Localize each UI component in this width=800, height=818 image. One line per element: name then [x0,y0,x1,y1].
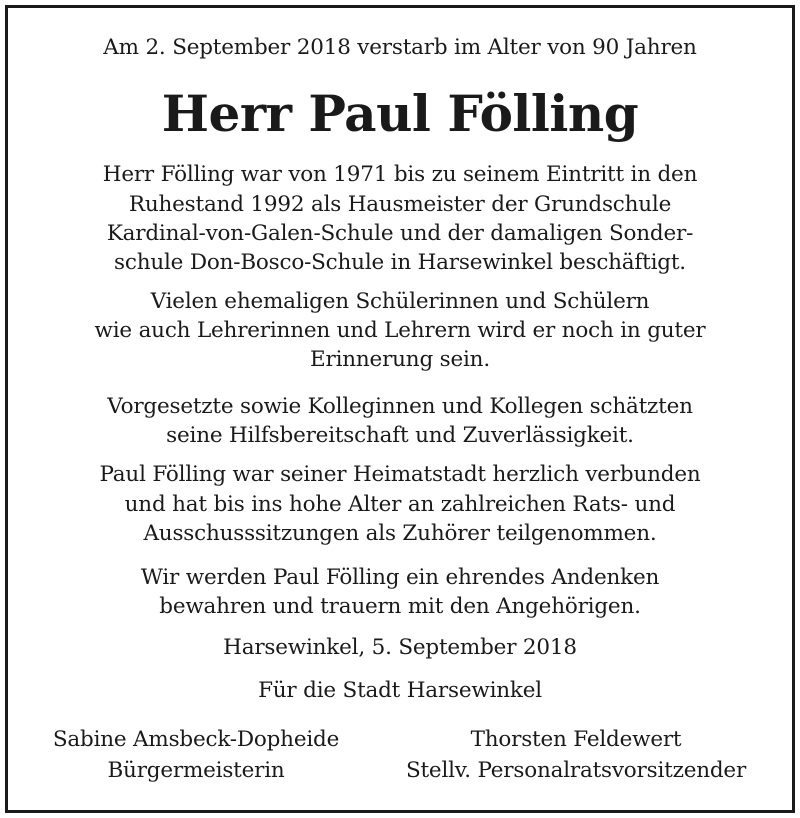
on-behalf-line: Für die Stadt Harsewinkel [258,678,542,703]
text-line: wie auch Lehrerinnen und Lehrern wird er noch in guter [94,318,706,343]
text-line: schule Don-Bosco-Schule in Harsewinkel beschäftigt. [114,250,686,275]
text-line: Kardinal-von-Galen-Schule und der damaligen Sonder- [106,221,694,246]
place-date: Harsewinkel, 5. September 2018 [223,635,577,660]
text-line: bewahren und trauern mit den Angehörigen. [159,594,641,619]
text-line: Vorgesetzte sowie Kolleginnen und Kollegen schätzten [107,394,693,419]
deceased-name: Herr Paul Fölling [161,84,639,143]
signatory-name: Sabine Amsbeck-Dopheide [52,727,340,752]
text-line: Paul Fölling war seiner Heimatstadt herzlich verbunden [99,462,701,487]
signatory-role: Stellv. Personalratsvorsitzender [405,758,747,783]
text-line: Herr Fölling war von 1971 bis zu seinem Eintritt in den [102,162,698,187]
text-line: Ausschusssitzungen als Zuhörer teilgenommen. [143,521,657,546]
text-line: Vielen ehemaligen Schülerinnen und Schülern [150,289,650,314]
text-line: seine Hilfsbereitschaft und Zuverlässigkeit. [166,423,634,448]
text-line: Wir werden Paul Fölling ein ehrendes Andenken [140,565,660,590]
text-line: und hat bis ins hohe Alter an zahlreichen Rats- und [124,492,676,517]
text-line: Erinnerung sein. [310,347,490,372]
text-line: Ruhestand 1992 als Hausmeister der Grundschule [128,192,672,217]
signatory-role: Bürgermeisterin [107,758,285,783]
signatory-name: Thorsten Feldewert [470,727,682,752]
intro-line: Am 2. September 2018 verstarb im Alter von 90 Jahren [103,35,697,60]
